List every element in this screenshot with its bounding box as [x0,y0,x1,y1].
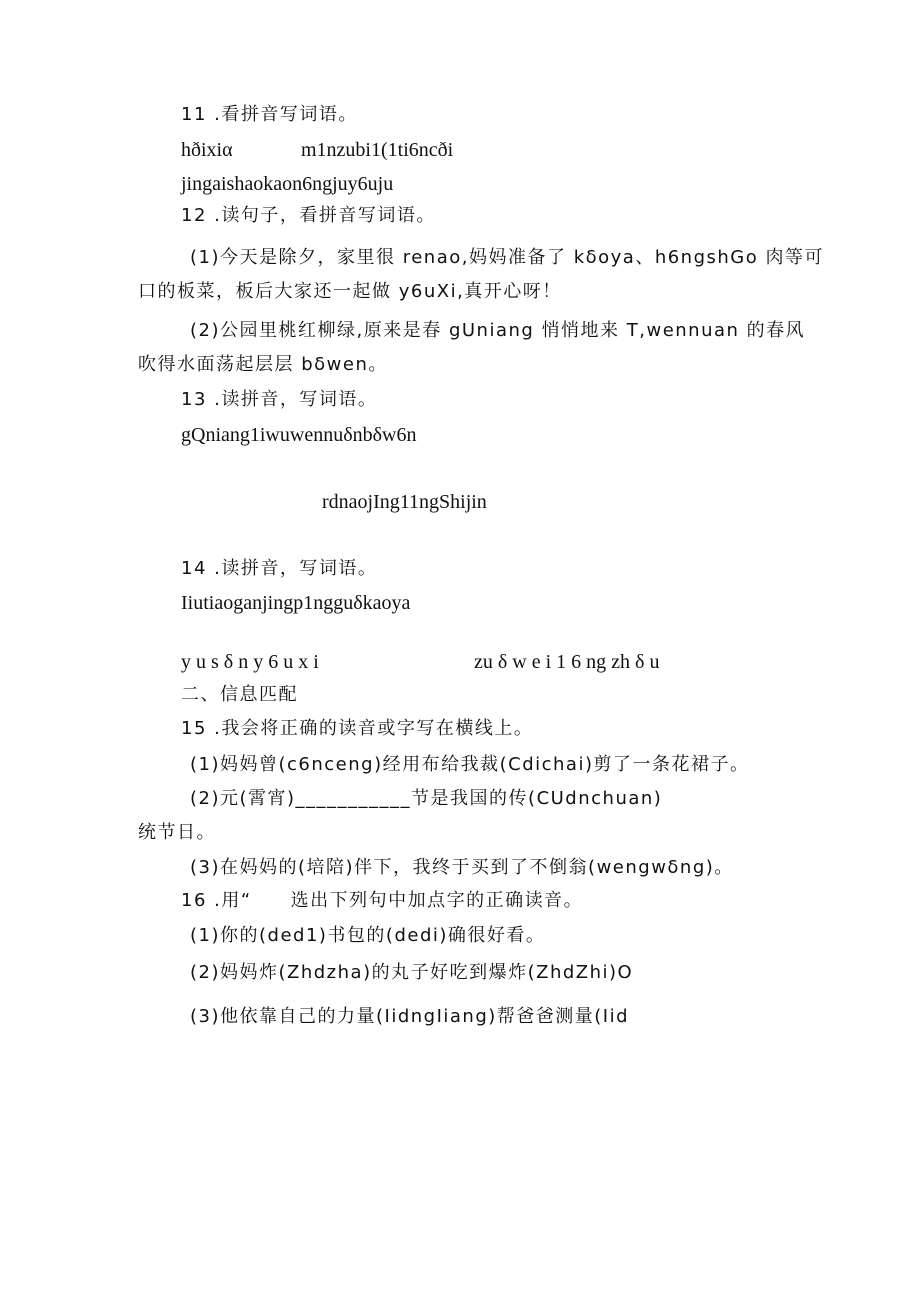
question-11-heading: 11 .看拼音写词语。 [181,104,358,125]
pinyin-item: Iiutiaoganjingp1ngguδkaoya [181,592,411,614]
pinyin-item: rdnaojIng11ngShijin [322,491,487,513]
pinyin-item: y u s δ n y 6 u x i [181,651,319,673]
question-16-heading: 16 .用“ 选出下列句中加点字的正确读音。 [181,890,584,911]
pinyin-item: zu δ w e i 1 6 ng zh δ u [474,651,660,673]
question-15-item-3: (3)在妈妈的(培陪)伴下，我终于买到了不倒翁(wengwδng)。 [190,857,734,878]
question-12-sentence-1: (1)今天是除夕，家里很 renao,妈妈准备了 kδoya、h6ngshGo 肉等可 [190,247,824,268]
question-15-heading: 15 .我会将正确的读音或字写在横线上。 [181,718,534,739]
question-16-item-2: (2)妈妈炸(Zhdzha)的丸子好吃到爆炸(ZhdZhi)O [190,962,634,983]
question-16-item-3: (3)他依靠自己的力量(IidngIiang)帮爸爸测量(Iid [190,1006,630,1027]
question-12-sentence-2-cont: 吹得水面荡起层层 bδwen。 [138,354,388,375]
question-16-item-1: (1)你的(ded1)书包的(dedi)确很好看。 [190,925,546,946]
section-heading: 二、信息匹配 [181,684,298,705]
question-13-heading: 13 .读拼音，写词语。 [181,389,378,410]
question-15-item-2: (2)元(霄宵)___________节是我国的传(CUdnchuan) [190,788,663,809]
pinyin-item: jingaishaokaon6ngjuy6uju [181,173,394,195]
question-15-item-1: (1)妈妈曾(c6nceng)经用布给我裁(Cdichai)剪了一条花裙子。 [190,754,750,775]
pinyin-item: gQniang1iwuwennuδnbδw6n [181,424,417,446]
question-12-heading: 12 .读句子，看拼音写词语。 [181,205,436,226]
question-12-sentence-1-cont: 口的板菜，板后大家还一起做 y6uXi,真开心呀！ [138,281,562,302]
pinyin-item: m1nzubi1(1ti6ncði [301,139,454,161]
question-15-item-2-cont: 统节日。 [138,822,216,843]
pinyin-item: hðixiα [181,139,233,161]
question-14-heading: 14 .读拼音，写词语。 [181,558,378,579]
question-12-sentence-2: (2)公园里桃红柳绿,原来是春 gUniang 悄悄地来 T,wennuan 的春风 [190,320,806,341]
